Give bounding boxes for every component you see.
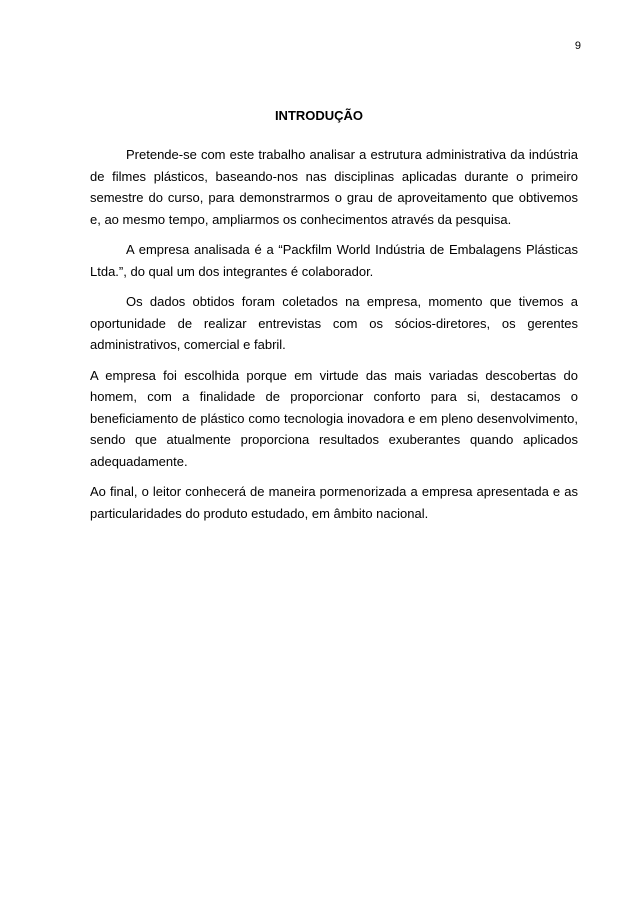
paragraph-3: Os dados obtidos foram coletados na empresa, momento que tivemos a oportunidade de realizar entrevistas com os sócios-diretores, os gerentes administrativos, comercial e fabril. bbox=[90, 294, 578, 352]
section-title: INTRODUÇÃO bbox=[274, 108, 364, 123]
page-number: 9 bbox=[574, 40, 581, 52]
paragraph-1: Pretende-se com este trabalho analisar a estrutura administrativa da indústria de filmes plásticos, baseando-nos nas disciplinas aplicadas durante o primeiro semestre do curso, para demonstrarmos o grau de aproveitamento que obtivemos e, ao mesmo tempo, ampliarmos os conhecimentos através da pesquisa. bbox=[90, 147, 578, 227]
body-text bbox=[90, 144, 578, 533]
paragraph-5: Ao final, o leitor conhecerá de maneira pormenorizada a empresa apresentada e as particularidades do produto estudado, em âmbito nacional. bbox=[90, 484, 578, 521]
paragraph-4: A empresa foi escolhida porque em virtude das mais variadas descobertas do homem, com a finalidade de proporcionar conforto para si, destacamos o beneficiamento de plástico como tecnologia inovadora e em pleno desenvolvimento, sendo que atualmente proporciona resultados exuberantes quando aplicados adequadamente. bbox=[90, 367, 578, 469]
paragraph-2: A empresa analisada é a “Packfilm World Indústria de Embalagens Plásticas Ltda.”, do qual um dos integrantes é colaborador. bbox=[90, 242, 578, 279]
